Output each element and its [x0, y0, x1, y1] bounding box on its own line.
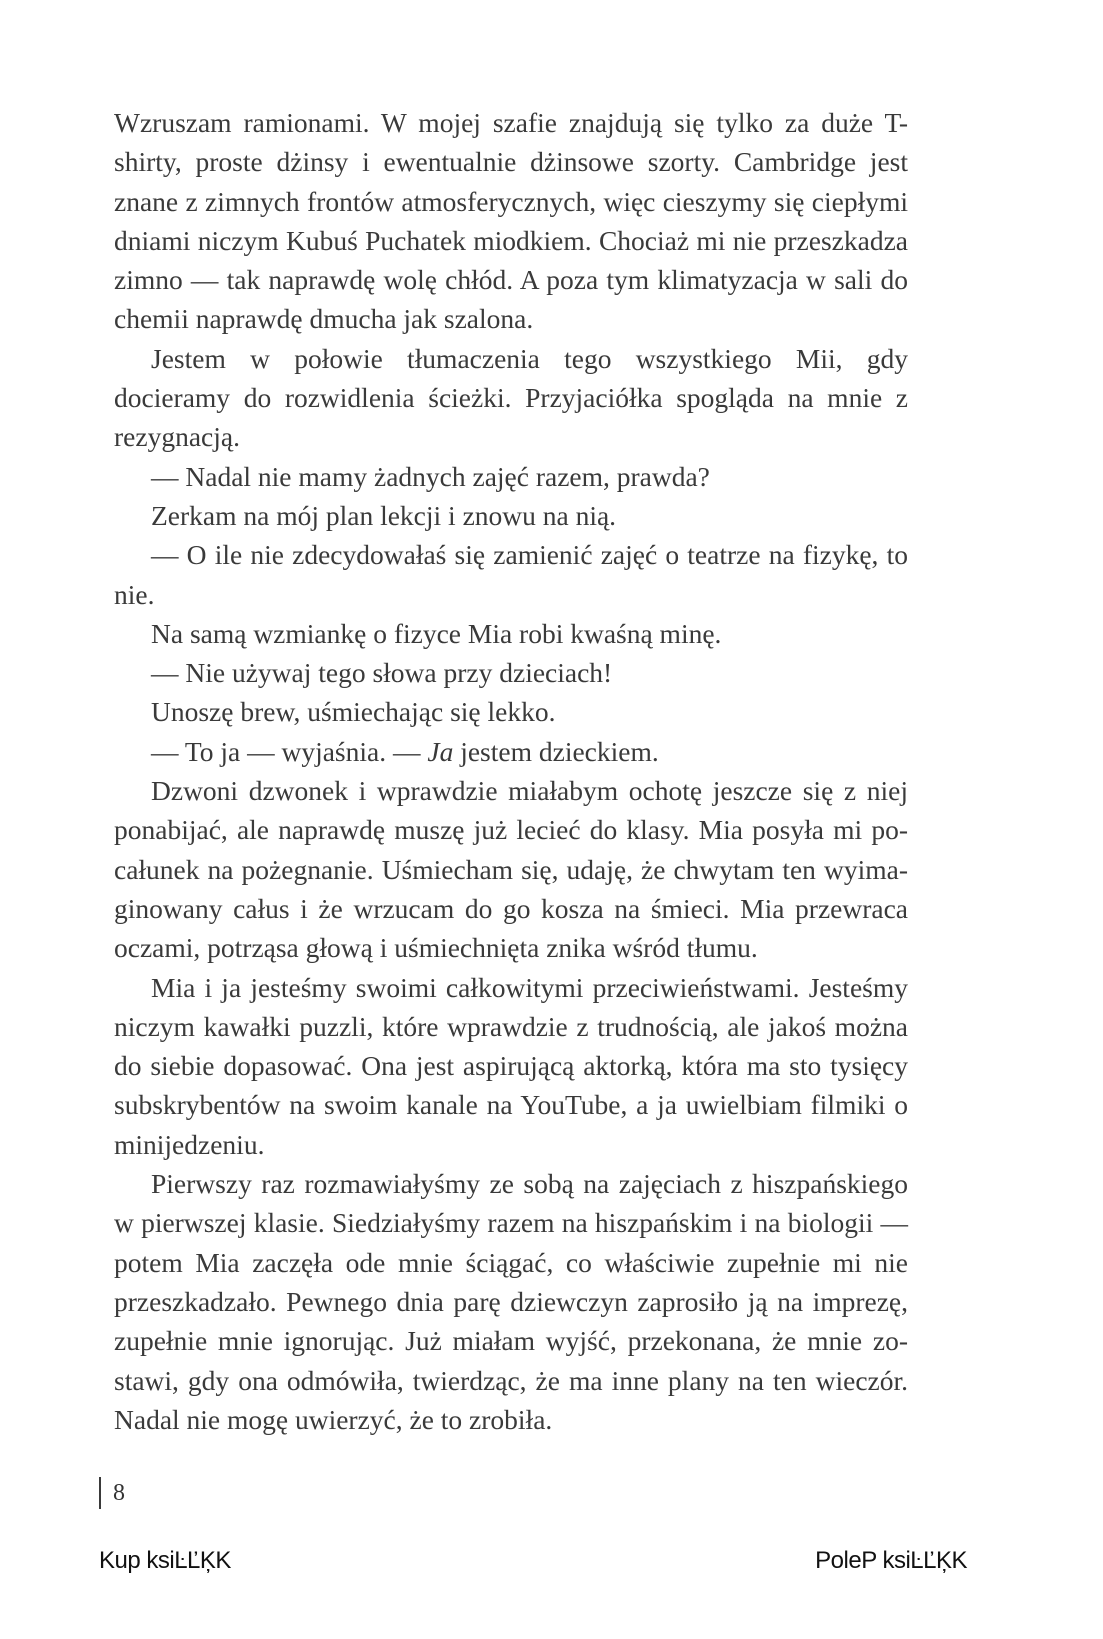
page-body — [114, 103, 908, 1439]
paragraph: Unoszę brew, uśmiechając się lekko. — [151, 696, 556, 728]
dialogue-after: jestem dzieckiem. — [453, 735, 659, 767]
dialogue-line: — Nie używaj tego słowa przy dzieciach! — [151, 657, 613, 689]
paragraph: Pierwszy raz rozmawiałyśmy ze sobą na zajęciach z hiszpańskiego w pierwszej klasie. Siedziałyśmy razem na hiszpańskim i na biologii — potem Mia zaczęła ode mnie ściągać, co właściwie zupełnie mi nie przeszkadzało. Pewnego dnia parę dziewczyn zaprosiło ją na imprezę, zupełnie mnie ignorując. Już miałam wyjść, przekonana, że mnie zostawi, gdy ona odmówiła, twierdząc, że ma inne plany na ten wieczór. Nadal nie mogę uwierzyć, że to zrobiła. — [114, 1168, 908, 1435]
paragraph: Wzruszam ramionami. W mojej szafie znajdują się tylko za duże T-shirty, proste dżinsy i ewentualnie dżinsowe szorty. Cambridge jest znane z zimnych frontów atmosferycznych, więc cieszymy się ciepłymi dniami niczym Kubuś Puchatek miodkiem. Chociaż mi nie przeszkadza zimno — tak naprawdę wolę chłód. A poza tym klimatyzacja w sali do chemii naprawdę dmucha jak szalona. — [114, 107, 908, 335]
dialogue-line — [114, 732, 908, 771]
page-number-rule — [99, 1477, 101, 1509]
paragraph: Zerkam na mój plan lekcji i znowu na nią. — [151, 499, 617, 531]
buy-book-link[interactable]: Kup ksiĿĽĶK — [99, 1547, 231, 1574]
paragraph: Jestem w połowie tłumaczenia tego wszystkiego Mii, gdy docieramy do rozwidlenia ścieżki. Przyjaciółka spogląda na mnie z rezygnacją. — [114, 342, 908, 453]
paragraph: Dzwoni dzwonek i wprawdzie miałabym ochotę jeszcze się z niej ponabijać, ale naprawdę muszę już lecieć do klasy. Mia posyła mi pocałunek na pożegnanie. Uśmiecham się, udaję, że chwytam ten wyimaginowany całus i że wrzucam do go kosza na śmieci. Mia przewraca oczami, potrząsa głową i uśmiechnięta znika wśród tłumu. — [114, 775, 908, 964]
dialogue-line: — Nadal nie mamy żadnych zajęć razem, prawda? — [151, 460, 710, 492]
paragraph: Na samą wzmiankę o fizyce Mia robi kwaśną minę. — [151, 617, 722, 649]
dialogue-line: — O ile nie zdecydowałaś się zamienić zajęć o teatrze na fizykę, to nie. — [114, 539, 908, 610]
dialogue-emphasis: Ja — [427, 735, 454, 767]
dialogue-before: — To ja — wyjaśnia. — — [151, 735, 428, 767]
paragraph: Mia i ja jesteśmy swoimi całkowitymi przeciwieństwami. Jesteśmy niczym kawałki puzzli, które wprawdzie z trudnością, ale jakoś można do siebie dopasować. Ona jest aspirującą aktorką, która ma sto tysięcy subskrybentów na swoim kanale na YouTube, a ja uwielbiam filmiki o minijedzeniu. — [114, 971, 908, 1160]
recommend-book-link[interactable]: PoleP ksiĿĽĶK — [815, 1547, 967, 1574]
page-number: 8 — [113, 1480, 125, 1506]
